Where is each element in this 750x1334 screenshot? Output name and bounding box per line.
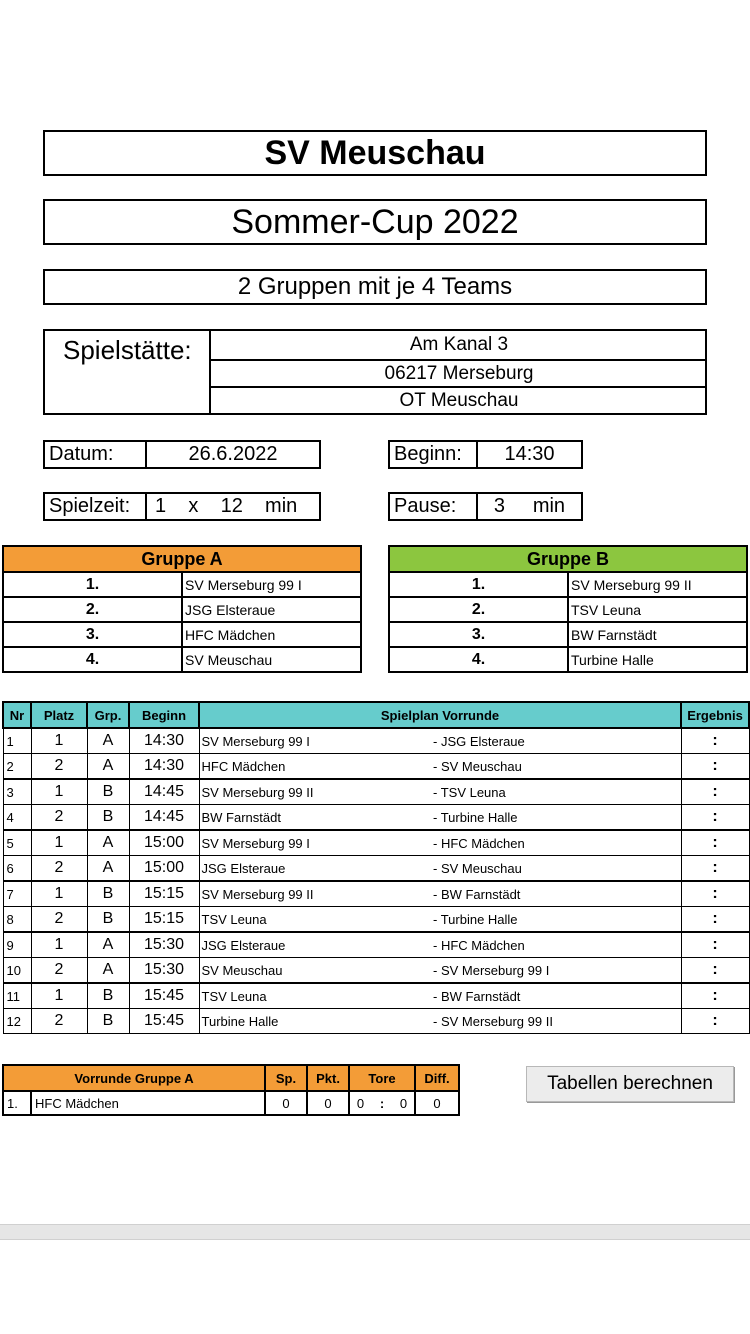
start-field (388, 440, 583, 469)
schedule-away-team: - SV Meuschau (433, 856, 681, 882)
schedule-away-team: - JSG Elsteraue (433, 728, 681, 754)
team-name: TSV Leuna (568, 597, 747, 622)
schedule-table (2, 701, 750, 1034)
schedule-result[interactable]: : (681, 779, 749, 805)
group-b-row (389, 622, 747, 647)
schedule-nr: 10 (3, 958, 31, 984)
playtime-label: Spielzeit: (45, 494, 147, 519)
schedule-grp: B (87, 779, 129, 805)
format-subtitle: 2 Gruppen mit je 4 Teams (43, 269, 707, 305)
schedule-platz: 1 (31, 728, 87, 754)
schedule-home-team: SV Merseburg 99 I (199, 830, 433, 856)
standings-table (2, 1064, 460, 1116)
schedule-time: 15:00 (129, 856, 199, 882)
schedule-away-team: - BW Farnstädt (433, 881, 681, 907)
schedule-result[interactable]: : (681, 881, 749, 907)
group-b-table (388, 545, 748, 673)
standings-rank: 1. (3, 1091, 31, 1115)
schedule-row (3, 983, 749, 1009)
schedule-result[interactable]: : (681, 805, 749, 831)
schedule-result[interactable]: : (681, 830, 749, 856)
schedule-home-team: TSV Leuna (199, 983, 433, 1009)
schedule-home-team: JSG Elsteraue (199, 856, 433, 882)
schedule-home-team: SV Merseburg 99 I (199, 728, 433, 754)
standings-goals-sep: : (371, 1091, 393, 1115)
schedule-time: 14:30 (129, 754, 199, 780)
schedule-away-team: - SV Merseburg 99 II (433, 1009, 681, 1034)
group-a-row (3, 647, 361, 672)
rank: 2. (389, 597, 568, 622)
schedule-time: 14:45 (129, 805, 199, 831)
schedule-row (3, 958, 749, 984)
schedule-away-team: - HFC Mädchen (433, 830, 681, 856)
tournament-title: Sommer-Cup 2022 (43, 199, 707, 245)
group-b-title: Gruppe B (389, 546, 747, 572)
start-value: 14:30 (504, 443, 555, 465)
horizontal-scrollbar[interactable] (0, 1224, 750, 1240)
schedule-row (3, 805, 749, 831)
standings-row (3, 1091, 459, 1115)
schedule-away-team: - TSV Leuna (433, 779, 681, 805)
schedule-row (3, 728, 749, 754)
schedule-platz: 1 (31, 932, 87, 958)
start-label: Beginn: (390, 442, 478, 467)
schedule-header-row (3, 702, 749, 728)
col-beginn: Beginn (129, 702, 199, 728)
schedule-platz: 2 (31, 754, 87, 780)
schedule-row (3, 932, 749, 958)
group-a-title: Gruppe A (3, 546, 361, 572)
schedule-time: 14:45 (129, 779, 199, 805)
pause-field (388, 492, 583, 521)
group-b-row (389, 647, 747, 672)
schedule-platz: 1 (31, 983, 87, 1009)
venue-district: OT Meuschau (399, 389, 519, 411)
schedule-row (3, 856, 749, 882)
schedule-home-team: TSV Leuna (199, 907, 433, 933)
col-grp: Grp. (87, 702, 129, 728)
schedule-platz: 2 (31, 805, 87, 831)
col-sp: Sp. (265, 1065, 307, 1091)
schedule-platz: 2 (31, 1009, 87, 1034)
calculate-tables-button[interactable]: Tabellen berechnen (526, 1066, 734, 1102)
schedule-home-team: SV Merseburg 99 II (199, 779, 433, 805)
schedule-nr: 7 (3, 881, 31, 907)
venue-box (43, 329, 707, 415)
pause-value: 3 min (493, 495, 566, 517)
schedule-grp: A (87, 958, 129, 984)
team-name: HFC Mädchen (182, 622, 361, 647)
schedule-home-team: BW Farnstädt (199, 805, 433, 831)
group-b-row (389, 572, 747, 597)
schedule-nr: 9 (3, 932, 31, 958)
schedule-time: 15:15 (129, 907, 199, 933)
schedule-result[interactable]: : (681, 983, 749, 1009)
schedule-grp: B (87, 907, 129, 933)
schedule-home-team: JSG Elsteraue (199, 932, 433, 958)
team-name: BW Farnstädt (568, 622, 747, 647)
schedule-result[interactable]: : (681, 932, 749, 958)
schedule-away-team: - Turbine Halle (433, 907, 681, 933)
venue-label: Spielstätte: (63, 335, 192, 365)
standings-team: HFC Mädchen (31, 1091, 265, 1115)
group-a-row (3, 597, 361, 622)
schedule-nr: 1 (3, 728, 31, 754)
venue-address (209, 331, 705, 413)
schedule-nr: 3 (3, 779, 31, 805)
team-name: JSG Elsteraue (182, 597, 361, 622)
schedule-time: 15:30 (129, 958, 199, 984)
schedule-grp: A (87, 830, 129, 856)
group-a-row (3, 572, 361, 597)
schedule-grp: B (87, 983, 129, 1009)
col-pkt: Pkt. (307, 1065, 349, 1091)
rank: 4. (3, 647, 182, 672)
schedule-grp: B (87, 805, 129, 831)
rank: 3. (389, 622, 568, 647)
schedule-time: 15:45 (129, 1009, 199, 1034)
schedule-nr: 11 (3, 983, 31, 1009)
schedule-time: 14:30 (129, 728, 199, 754)
schedule-time: 15:00 (129, 830, 199, 856)
schedule-result[interactable]: : (681, 856, 749, 882)
col-tore: Tore (349, 1065, 415, 1091)
schedule-nr: 2 (3, 754, 31, 780)
schedule-nr: 12 (3, 1009, 31, 1034)
schedule-row (3, 1009, 749, 1034)
schedule-home-team: Turbine Halle (199, 1009, 433, 1034)
schedule-result[interactable]: : (681, 728, 749, 754)
schedule-grp: A (87, 728, 129, 754)
schedule-away-team: - HFC Mädchen (433, 932, 681, 958)
standings-diff: 0 (415, 1091, 459, 1115)
schedule-away-team: - BW Farnstädt (433, 983, 681, 1009)
schedule-away-team: - SV Meuschau (433, 754, 681, 780)
schedule-time: 15:15 (129, 881, 199, 907)
schedule-platz: 2 (31, 907, 87, 933)
standings-title: Vorrunde Gruppe A (3, 1065, 265, 1091)
schedule-nr: 4 (3, 805, 31, 831)
schedule-grp: A (87, 754, 129, 780)
col-platz: Platz (31, 702, 87, 728)
pause-label: Pause: (390, 494, 478, 519)
schedule-row (3, 907, 749, 933)
col-spielplan: Spielplan Vorrunde (199, 702, 681, 728)
date-value: 26.6.2022 (188, 443, 278, 465)
group-b-row (389, 597, 747, 622)
schedule-home-team: SV Merseburg 99 II (199, 881, 433, 907)
schedule-platz: 1 (31, 881, 87, 907)
rank: 4. (389, 647, 568, 672)
schedule-grp: B (87, 881, 129, 907)
schedule-row (3, 881, 749, 907)
schedule-grp: A (87, 856, 129, 882)
col-ergebnis: Ergebnis (681, 702, 749, 728)
schedule-nr: 6 (3, 856, 31, 882)
schedule-result[interactable]: : (681, 754, 749, 780)
rank: 2. (3, 597, 182, 622)
schedule-platz: 1 (31, 830, 87, 856)
team-name: SV Merseburg 99 II (568, 572, 747, 597)
standings-goals-against: 0 (393, 1091, 415, 1115)
date-field (43, 440, 321, 469)
venue-street: Am Kanal 3 (211, 331, 707, 361)
venue-city: 06217 Merseburg (211, 361, 707, 388)
schedule-nr: 8 (3, 907, 31, 933)
schedule-platz: 2 (31, 856, 87, 882)
schedule-row (3, 754, 749, 780)
standings-header-row (3, 1065, 459, 1091)
team-name: SV Merseburg 99 I (182, 572, 361, 597)
col-nr: Nr (3, 702, 31, 728)
schedule-row (3, 830, 749, 856)
team-name: SV Meuschau (182, 647, 361, 672)
date-label: Datum: (45, 442, 147, 467)
schedule-platz: 1 (31, 779, 87, 805)
rank: 1. (389, 572, 568, 597)
schedule-away-team: - Turbine Halle (433, 805, 681, 831)
schedule-away-team: - SV Merseburg 99 I (433, 958, 681, 984)
rank: 1. (3, 572, 182, 597)
schedule-grp: A (87, 932, 129, 958)
schedule-result[interactable]: : (681, 907, 749, 933)
schedule-home-team: SV Meuschau (199, 958, 433, 984)
schedule-result[interactable]: : (681, 958, 749, 984)
schedule-time: 15:30 (129, 932, 199, 958)
schedule-grp: B (87, 1009, 129, 1034)
schedule-home-team: HFC Mädchen (199, 754, 433, 780)
club-title: SV Meuschau (43, 130, 707, 176)
standings-pkt: 0 (307, 1091, 349, 1115)
team-name: Turbine Halle (568, 647, 747, 672)
schedule-row (3, 779, 749, 805)
schedule-platz: 2 (31, 958, 87, 984)
group-a-row (3, 622, 361, 647)
standings-goals-for: 0 (349, 1091, 371, 1115)
playtime-field (43, 492, 321, 521)
playtime-value: 1 x 12 min (155, 495, 298, 517)
schedule-result[interactable]: : (681, 1009, 749, 1034)
standings-sp: 0 (265, 1091, 307, 1115)
rank: 3. (3, 622, 182, 647)
group-a-table (2, 545, 362, 673)
schedule-nr: 5 (3, 830, 31, 856)
col-diff: Diff. (415, 1065, 459, 1091)
schedule-time: 15:45 (129, 983, 199, 1009)
